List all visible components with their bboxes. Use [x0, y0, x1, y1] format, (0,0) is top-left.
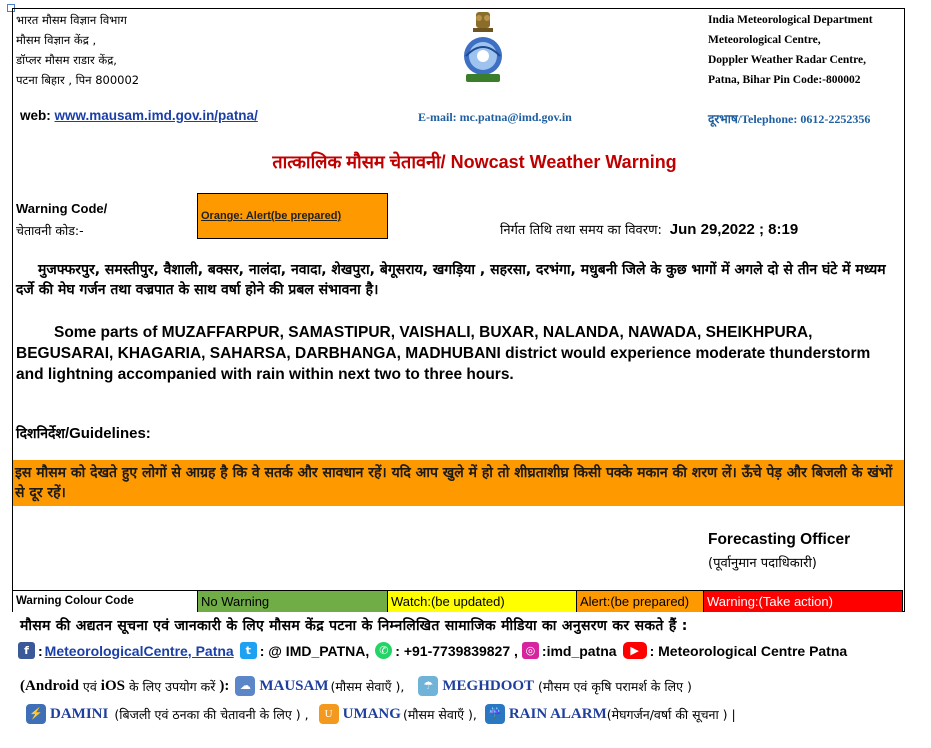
mausam-desc: (मौसम सेवाएँ ), — [330, 678, 405, 694]
header-hi-line: पटना बिहार , पिन 800002 — [16, 73, 140, 87]
page-title — [0, 150, 931, 174]
whatsapp-icon[interactable]: ✆ — [375, 642, 392, 659]
header-en-line: Patna, Bihar Pin Code:-800002 — [708, 74, 861, 86]
mausam-app[interactable]: MAUSAM — [259, 677, 329, 694]
damini-app-icon[interactable]: ⚡ — [26, 704, 46, 724]
apps-intro-hi2: के लिए उपयोग करें — [128, 678, 216, 694]
header-hi-line: डॉप्लर मौसम राडार केंद्र, — [16, 53, 117, 67]
umang-app[interactable]: UMANG — [342, 705, 401, 722]
web-label: web: — [20, 108, 51, 123]
warning-code-label-hi: चेतावनी कोड:- — [16, 223, 84, 238]
forecasting-officer — [708, 528, 850, 576]
damini-app[interactable]: DAMINI — [50, 705, 109, 722]
legend-alert: Alert:(be prepared) — [577, 591, 704, 612]
legend-no-warning: No Warning — [198, 591, 388, 612]
national-emblem-icon — [460, 10, 506, 84]
apps-row-2 — [26, 704, 736, 724]
fb-colon: : — [38, 642, 43, 659]
twitter-handle[interactable]: : @ IMD_PATNA, — [259, 642, 370, 659]
website-link[interactable]: www.mausam.imd.gov.in/patna/ — [54, 108, 258, 123]
officer-title-en: Forecasting Officer — [708, 531, 851, 548]
issue-datetime — [500, 220, 798, 238]
legend-warning: Warning:(Take action) — [704, 591, 903, 612]
bulletin-frame — [12, 8, 905, 612]
rain-alarm-app[interactable]: RAIN ALARM — [508, 705, 607, 722]
warning-code-badge — [197, 193, 388, 239]
meghdoot-app[interactable]: MEGHDOOT — [442, 677, 535, 694]
umang-desc: (मौसम सेवाएँ ), — [402, 706, 477, 722]
youtube-icon[interactable]: ▶ — [623, 642, 647, 659]
legend-label: Warning Colour Code — [12, 591, 198, 612]
header-hi-line: भारत मौसम विज्ञान विभाग — [16, 13, 127, 27]
social-media-row — [18, 642, 847, 659]
rain-alarm-desc: (मेघगर्जन/वर्षा की सूचना ) | — [606, 706, 736, 722]
instagram-icon[interactable]: ◎ — [522, 642, 539, 659]
header-english-address — [708, 10, 873, 90]
apps-intro-ios: iOS — [100, 677, 125, 694]
phone-hindi-label: दूरभाष — [708, 112, 738, 126]
warning-colour-legend — [12, 590, 903, 612]
apps-intro-hi1: एवं — [82, 678, 97, 694]
facebook-icon[interactable]: f — [18, 642, 35, 659]
meghdoot-app-icon[interactable]: ☂ — [418, 676, 438, 696]
social-media-intro: मौसम की अद्यतन सूचना एवं जानकारी के लिए मौसम केंद्र पटना के निम्नलिखित सामाजिक मीडिया का अनुसरण कर सकते हैं : — [20, 618, 688, 634]
legend-watch: Watch:(be updated) — [388, 591, 577, 612]
youtube-channel[interactable]: : Meteorological Centre Patna — [649, 642, 848, 659]
phone-number: /Telephone: 0612-2252356 — [737, 112, 871, 126]
header-en-line: Doppler Weather Radar Centre, — [708, 54, 867, 66]
instagram-handle[interactable]: :imd_patna — [541, 642, 617, 659]
telephone — [708, 110, 870, 127]
guidelines-label-hi: दिशनिर्देश — [16, 426, 65, 442]
header-en-line: Meteorological Centre, — [708, 34, 821, 46]
apps-intro-close: ): — [219, 677, 230, 694]
whatsapp-number[interactable]: : +91-7739839827 , — [395, 642, 518, 659]
guidelines-heading — [16, 424, 151, 443]
mausam-app-icon[interactable]: ☁ — [235, 676, 255, 696]
warning-code-value: Orange: Alert(be prepared) — [201, 210, 342, 222]
header-en-line: India Meteorological Department — [708, 14, 873, 26]
issue-label: निर्गत तिथि तथा समय का विवरण: — [500, 223, 662, 238]
email: E-mail: mc.patna@imd.gov.in — [418, 110, 572, 124]
guidelines-label-en: /Guidelines: — [64, 425, 151, 442]
apps-intro-open: (Android — [20, 677, 79, 694]
damini-desc: (बिजली एवं ठनका की चेतावनी के लिए ) , — [114, 706, 309, 722]
warning-code-label — [16, 198, 107, 242]
issue-time: Jun 29,2022 ; 8:19 — [669, 221, 799, 238]
facebook-link[interactable]: MeteorologicalCentre, Patna — [44, 642, 234, 659]
guidelines-text: इस मौसम को देखते हुए लोगों से आग्रह है कि वे सतर्क और सावधान रहें। यदि आप खुले में हो तो शीघ्रताशीघ्र किसी पक्के मकान की शरण लें। ऊँचे पेड़ और बिजली के खंभों से दूर रहें। — [15, 465, 893, 501]
officer-title-hi: (पूर्वानुमान पदाधिकारी) — [708, 556, 817, 571]
warning-message-english: Some parts of MUZAFFARPUR, SAMASTIPUR, VAISHALI, BUXAR, NALANDA, NAWADA, SHEIKHPURA, BEGUSARAI, KHAGARIA, SAHARSA, DARBHANGA, MADHUBANI district would experience moderate thunderstorm and lightning accompanied with rain within next two to three hours. — [16, 324, 871, 383]
title-text: तात्कालिक मौसम चेतावनी/ Nowcast Weather Warning — [272, 152, 677, 172]
rain-alarm-app-icon[interactable]: ☔ — [485, 704, 505, 724]
header-hindi-address — [16, 10, 139, 90]
guidelines-box — [13, 460, 904, 506]
umang-app-icon[interactable]: U — [319, 704, 339, 724]
apps-row-1 — [20, 676, 692, 696]
header-hi-line: मौसम विज्ञान केंद्र , — [16, 33, 97, 47]
meghdoot-desc: (मौसम एवं कृषि परामर्श के लिए ) — [538, 678, 692, 694]
website — [20, 108, 258, 123]
warning-code-label-en: Warning Code/ — [16, 201, 108, 216]
twitter-icon[interactable]: t — [240, 642, 257, 659]
warning-message-hindi: मुजफ्फरपुर, समस्तीपुर, वैशाली, बक्सर, नालंदा, नवादा, शेखपुरा, बेगूसराय, खगड़िया , सहरसा, दरभंगा, मधुबनी जिले के कुछ भागों में अगले दो से तीन घंटे में मध्यम दर्जे की मेघ गर्जन तथा वज्रपात के साथ वर्षा होने की प्रबल संभावना है। — [16, 262, 886, 298]
